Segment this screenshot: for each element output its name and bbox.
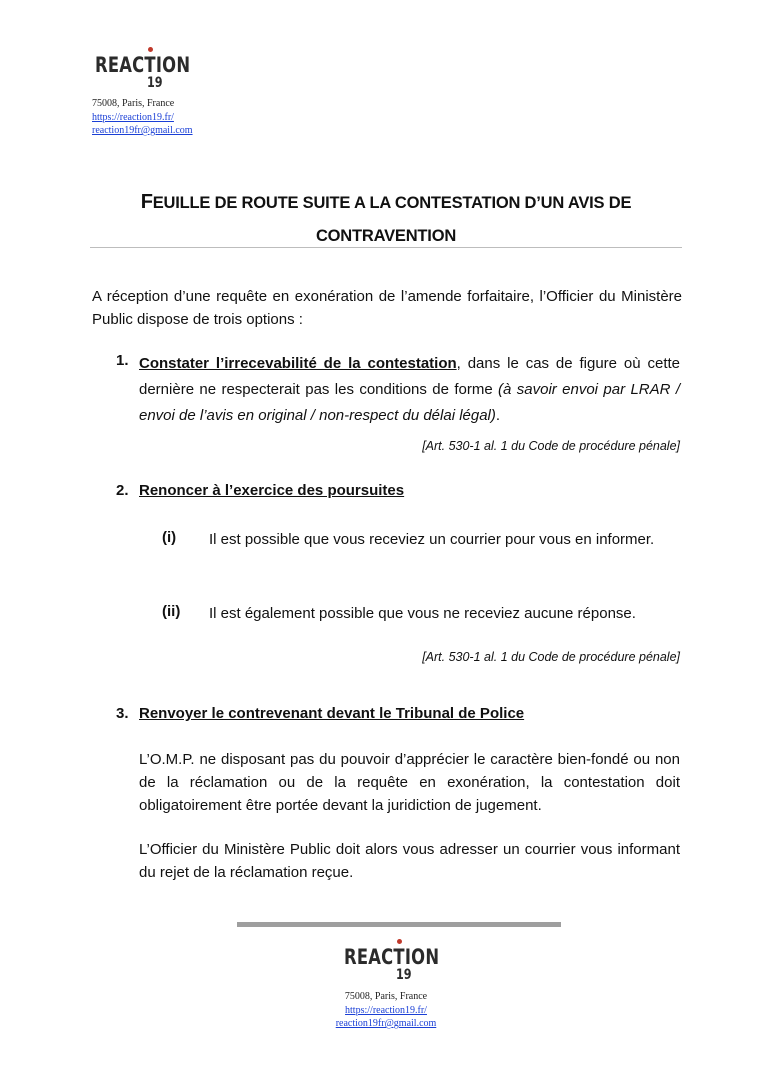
subitem-i-text: Il est possible que vous receviez un courrier pour vous en informer.	[209, 531, 655, 548]
item-1-heading: Constater l’irrecevabilité de la contestation	[139, 355, 457, 372]
item-1-italic-text: (à savoir envoi par LRAR / envoi de l’avis en original / non-respect du délai légal)	[139, 381, 681, 424]
item-1-text: , dans le cas de figure où cette dernière ne respecterait pas les conditions de forme	[139, 355, 681, 398]
item-2-number: 2.	[116, 482, 129, 499]
header-logo-dot	[148, 47, 153, 52]
item-1-number: 1.	[116, 352, 129, 369]
subitem-ii-marker: (ii)	[162, 603, 181, 620]
header-address: 75008, Paris, France	[92, 98, 175, 109]
item-3-number: 3.	[116, 705, 129, 722]
header-logo-text: REACTION	[95, 53, 191, 77]
header-logo	[95, 53, 191, 95]
footer-logo-text: REACTION	[344, 945, 440, 969]
footer-address: 75008, Paris, France	[344, 991, 428, 1002]
footer-website-link[interactable]: https://reaction19.fr/	[345, 1004, 427, 1016]
header-website-link[interactable]: https://reaction19.fr/	[92, 111, 174, 123]
footer-logo-dot	[397, 939, 402, 944]
subitem-ii-text: Il est également possible que vous ne receviez aucune réponse.	[209, 605, 636, 622]
footer-logo-number: 19	[396, 967, 412, 983]
item-3-paragraph-2: L’Officier du Ministère Public doit alors vous adresser un courrier vous informant du rejet de la réclamation reçue.	[139, 841, 680, 881]
item-1-reference: [Art. 530-1 al. 1 du Code de procédure pénale]	[422, 439, 680, 453]
intro-paragraph: A réception d’une requête en exonération de l’amende forfaitaire, l’Officier du Ministère Public dispose de trois options :	[92, 288, 682, 328]
item-2-heading: Renoncer à l’exercice des poursuites	[139, 482, 405, 499]
item-3-heading: Renvoyer le contrevenant devant le Tribunal de Police	[139, 705, 525, 722]
header-contact	[92, 97, 193, 138]
footer-logo	[344, 945, 440, 987]
subitem-i-marker: (i)	[162, 529, 177, 546]
footer-email-link[interactable]: reaction19fr@gmail.com	[335, 1018, 437, 1029]
header-logo-number: 19	[147, 75, 163, 91]
header-email-link[interactable]: reaction19fr@gmail.com	[92, 125, 193, 136]
item-3-paragraph-1: L’O.M.P. ne disposant pas du pouvoir d’apprécier le caractère bien-fondé ou non de la réclamation ou de la requête en exonération, la contestation doit obligatoirement être portée devant la juridiction de jugement.	[139, 751, 680, 814]
item-1-body	[139, 351, 680, 429]
title-divider	[90, 247, 682, 248]
title-line-1-rest: EUILLE DE ROUTE SUITE A LA CONTESTATION D’UN AVIS DE	[152, 194, 632, 212]
footer-contact	[300, 990, 472, 1031]
item-2-reference: [Art. 530-1 al. 1 du Code de procédure pénale]	[422, 650, 680, 664]
title-line-2: CONTRAVENTION	[315, 227, 457, 245]
footer-divider	[237, 922, 561, 927]
page-title	[90, 186, 682, 253]
item-1-text-end: .	[495, 407, 501, 424]
title-line-1	[90, 186, 682, 220]
title-first-letter: F	[140, 191, 153, 213]
